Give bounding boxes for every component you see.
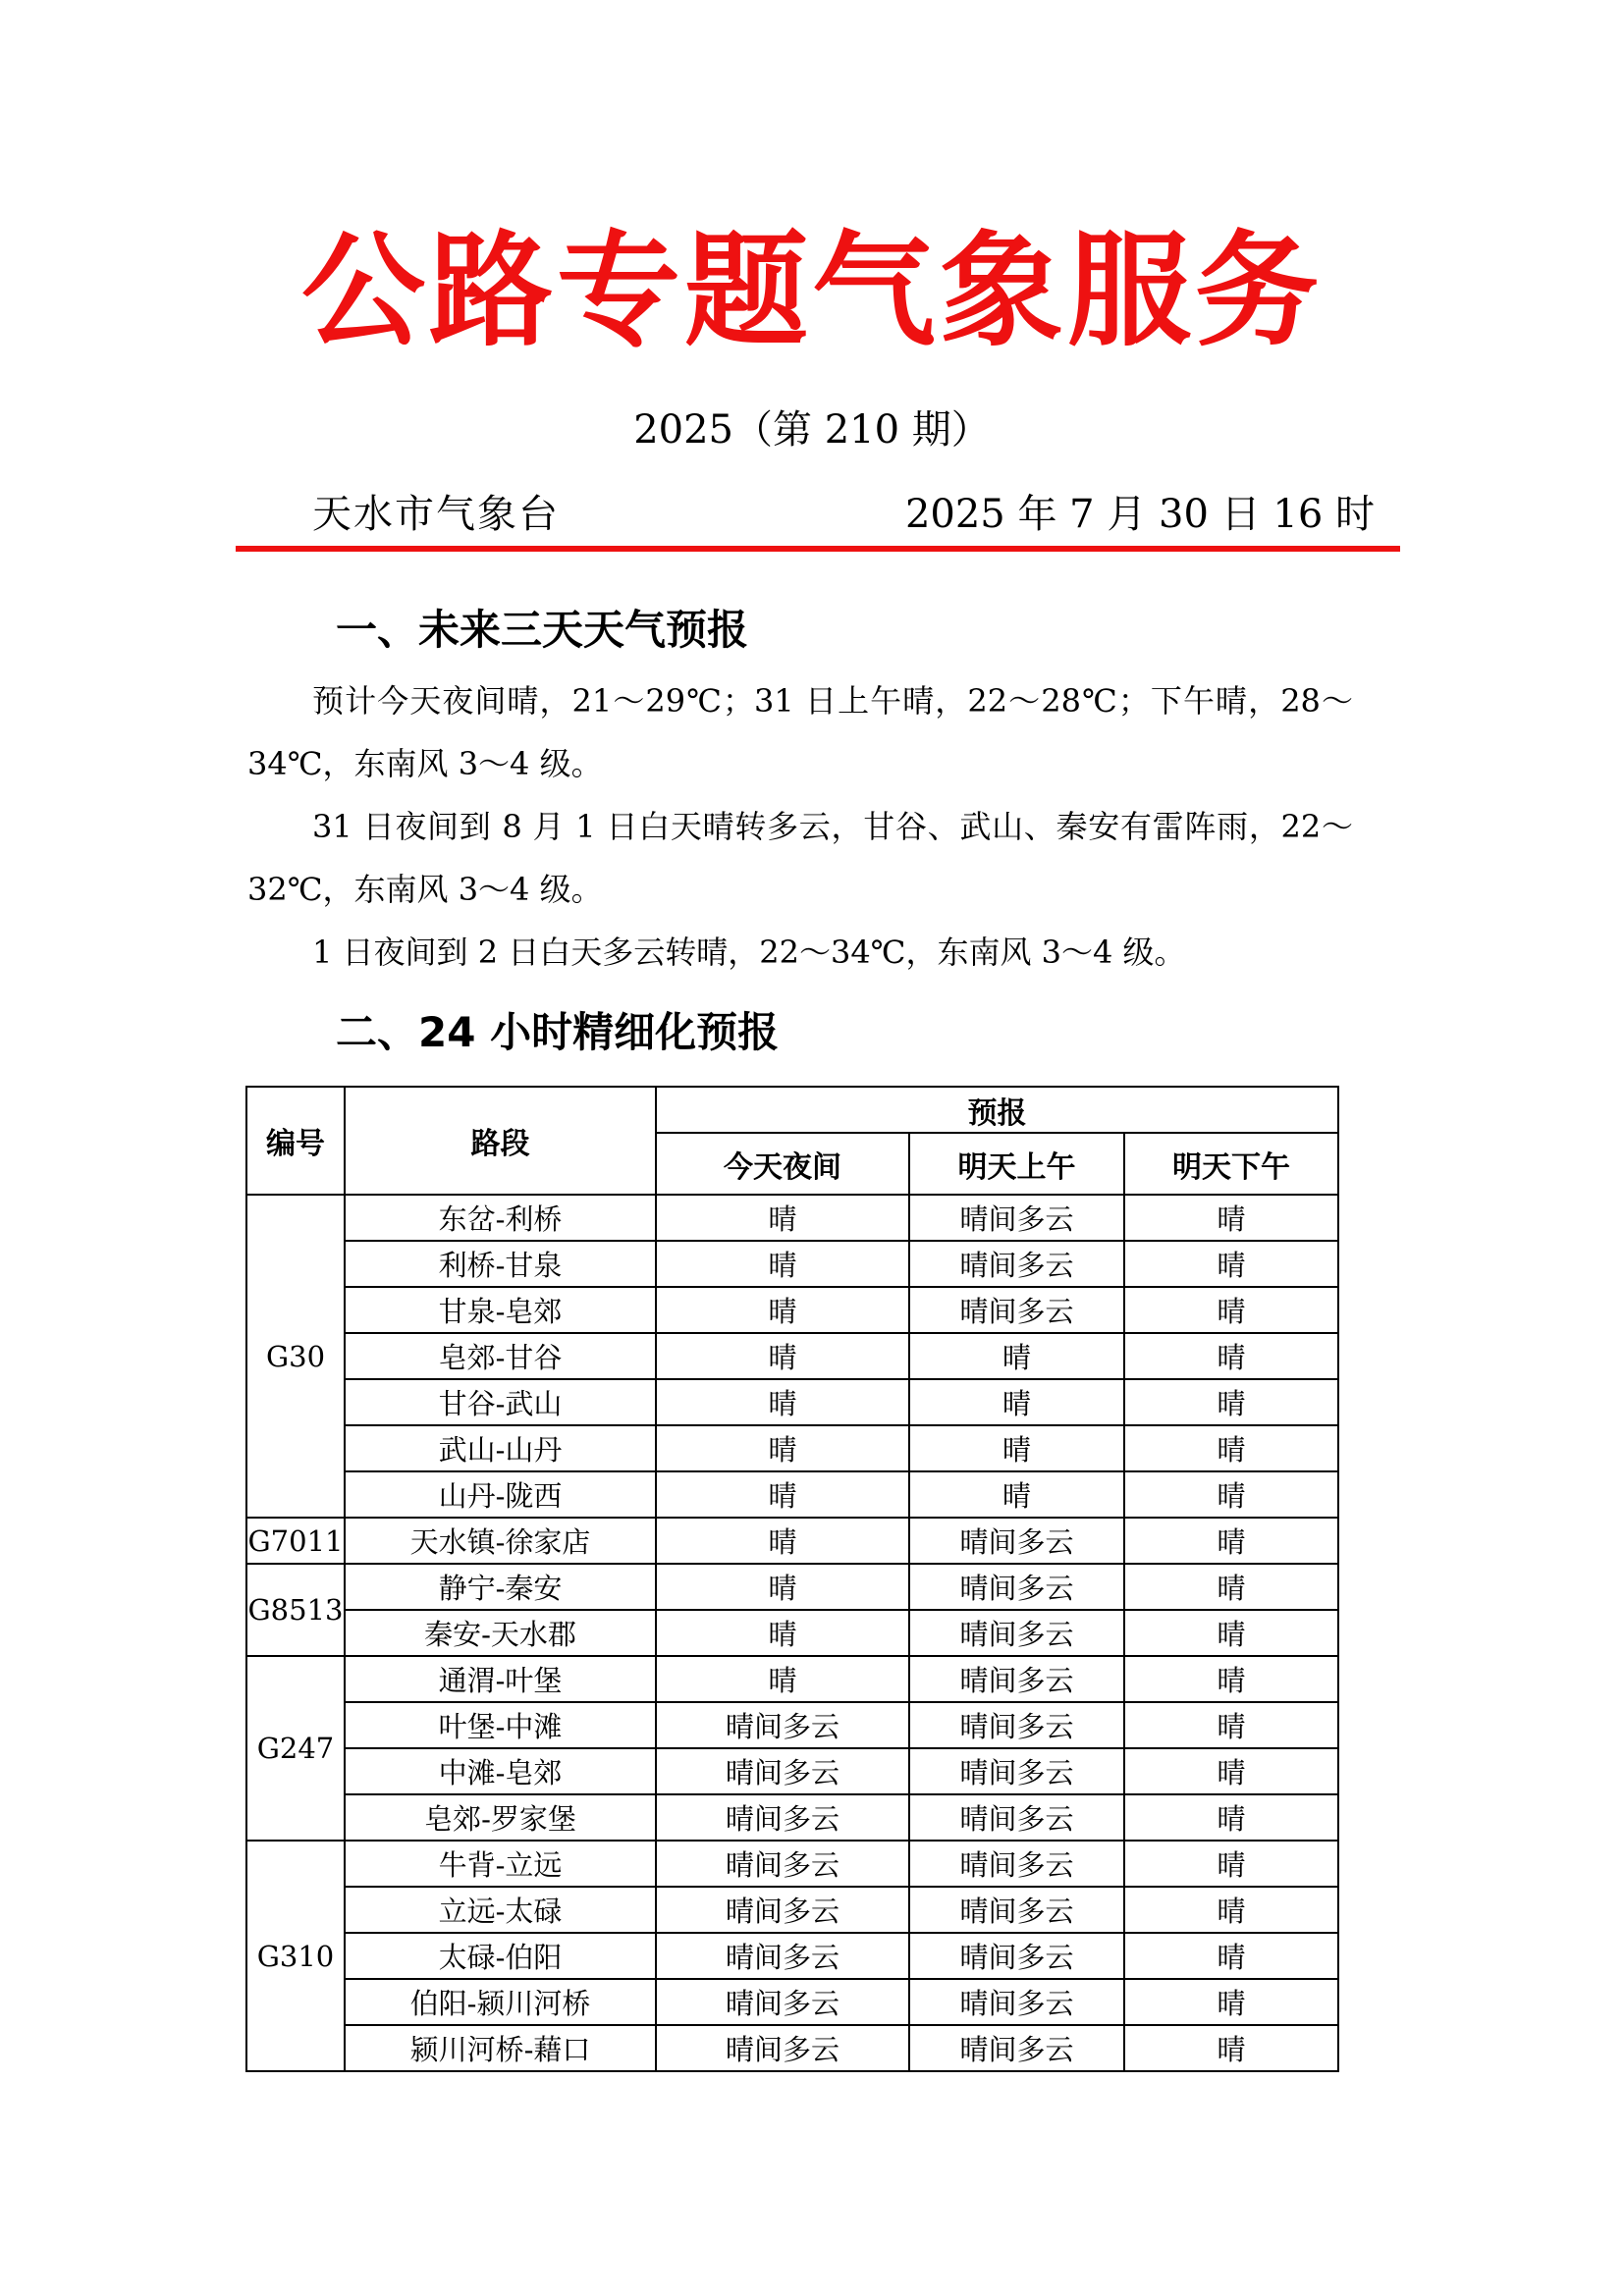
segment-cell: 天水镇-徐家店 [345,1518,656,1564]
tomorrow-am-cell: 晴 [909,1425,1124,1471]
forecast-paragraph: 1 日夜间到 2 日白天多云转晴，22～34℃，东南风 3～4 级。 [312,934,1186,971]
tomorrow-am-cell: 晴间多云 [909,1748,1124,1794]
table-row [246,2025,1338,2071]
tomorrow-pm-cell: 晴 [1124,1979,1338,2025]
forecast-paragraph: 31 日夜间到 8 月 1 日白天晴转多云，甘谷、武山、秦安有雷阵雨，22～32℃，东南风 3～4 级。 [247,808,1353,908]
segment-cell: 山丹-陇西 [345,1471,656,1518]
segment-cell: 甘泉-皂郊 [345,1287,656,1333]
tomorrow-pm-cell: 晴 [1124,1656,1338,1702]
tonight-cell: 晴 [656,1195,909,1241]
segment-cell: 立远-太碌 [345,1887,656,1933]
tomorrow-pm-cell: 晴 [1124,1610,1338,1656]
tomorrow-pm-cell: 晴 [1124,2025,1338,2071]
table-row [246,1794,1338,1841]
tomorrow-am-cell: 晴间多云 [909,1287,1124,1333]
tomorrow-am-cell: 晴间多云 [909,1656,1124,1702]
segment-cell: 皂郊-甘谷 [345,1333,656,1379]
tonight-cell: 晴间多云 [656,2025,909,2071]
tomorrow-am-cell: 晴间多云 [909,1610,1124,1656]
tonight-cell: 晴 [656,1241,909,1287]
segment-cell: 叶堡-中滩 [345,1702,656,1748]
table-row [246,1379,1338,1425]
tomorrow-pm-cell: 晴 [1124,1748,1338,1794]
tomorrow-pm-cell: 晴 [1124,1887,1338,1933]
column-header-code: 编号 [246,1087,345,1195]
tomorrow-pm-cell: 晴 [1124,1333,1338,1379]
table-row [246,1564,1338,1610]
report-title: 公路专题气象服务 [301,219,1323,363]
table-row [246,1471,1338,1518]
segment-cell: 颍川河桥-藉口 [345,2025,656,2071]
tonight-cell: 晴 [656,1333,909,1379]
segment-cell: 牛背-立远 [345,1841,656,1887]
tomorrow-pm-cell: 晴 [1124,1379,1338,1425]
column-header-forecast: 预报 [656,1087,1338,1133]
column-header-tonight: 今天夜间 [656,1133,909,1195]
segment-cell: 伯阳-颍川河桥 [345,1979,656,2025]
tonight-cell: 晴间多云 [656,1794,909,1841]
table-row [246,1702,1338,1748]
tonight-cell: 晴 [656,1425,909,1471]
tomorrow-am-cell: 晴间多云 [909,1794,1124,1841]
table-row [246,1287,1338,1333]
forecast-paragraph: 预计今天夜间晴，21～29℃；31 日上午晴，22～28℃；下午晴，28～34℃，东南风 3～4 级。 [247,682,1353,782]
segment-cell: 通渭-叶堡 [345,1656,656,1702]
tonight-cell: 晴间多云 [656,1702,909,1748]
tonight-cell: 晴间多云 [656,1979,909,2025]
table-row [246,1748,1338,1794]
segment-cell: 东岔-利桥 [345,1195,656,1241]
tonight-cell: 晴间多云 [656,1748,909,1794]
tomorrow-pm-cell: 晴 [1124,1195,1338,1241]
table-row [246,1610,1338,1656]
tonight-cell: 晴间多云 [656,1933,909,1979]
segment-cell: 皂郊-罗家堡 [345,1794,656,1841]
tomorrow-am-cell: 晴 [909,1333,1124,1379]
tomorrow-am-cell: 晴间多云 [909,1841,1124,1887]
tomorrow-pm-cell: 晴 [1124,1425,1338,1471]
tomorrow-pm-cell: 晴 [1124,1241,1338,1287]
table-row [246,1979,1338,2025]
segment-cell: 甘谷-武山 [345,1379,656,1425]
tomorrow-pm-cell: 晴 [1124,1287,1338,1333]
tomorrow-am-cell: 晴间多云 [909,1887,1124,1933]
table-row [246,1656,1338,1702]
segment-cell: 太碌-伯阳 [345,1933,656,1979]
tomorrow-pm-cell: 晴 [1124,1564,1338,1610]
segment-cell: 中滩-皂郊 [345,1748,656,1794]
table-row [246,1333,1338,1379]
tonight-cell: 晴 [656,1518,909,1564]
tonight-cell: 晴 [656,1656,909,1702]
tomorrow-pm-cell: 晴 [1124,1841,1338,1887]
tomorrow-pm-cell: 晴 [1124,1702,1338,1748]
tomorrow-am-cell: 晴间多云 [909,1195,1124,1241]
column-header-tomorrow-pm: 明天下午 [1124,1133,1338,1195]
section-heading-forecast: 一、未来三天天气预报 [336,606,749,654]
tomorrow-am-cell: 晴 [909,1471,1124,1518]
tonight-cell: 晴 [656,1564,909,1610]
table-row [246,1195,1338,1241]
issue-number: 2025（第 210 期） [633,407,991,453]
tomorrow-am-cell: 晴间多云 [909,1564,1124,1610]
table-body [246,1195,1338,2071]
tomorrow-am-cell: 晴间多云 [909,1241,1124,1287]
tomorrow-pm-cell: 晴 [1124,1471,1338,1518]
tomorrow-am-cell: 晴间多云 [909,1702,1124,1748]
segment-cell: 武山-山丹 [345,1425,656,1471]
section-heading-detailed: 二、24 小时精细化预报 [336,1008,780,1056]
tonight-cell: 晴 [656,1610,909,1656]
road-code-cell: G310 [246,1841,345,2071]
forecast-table [245,1086,1339,2072]
segment-cell: 秦安-天水郡 [345,1610,656,1656]
tonight-cell: 晴间多云 [656,1841,909,1887]
tomorrow-pm-cell: 晴 [1124,1518,1338,1564]
tonight-cell: 晴 [656,1471,909,1518]
tomorrow-am-cell: 晴间多云 [909,1933,1124,1979]
issue-datetime: 2025 年 7 月 30 日 16 时 [904,492,1375,537]
tonight-cell: 晴 [656,1287,909,1333]
issuing-organization: 天水市气象台 [312,492,560,537]
tomorrow-am-cell: 晴间多云 [909,2025,1124,2071]
road-code-cell: G30 [246,1195,345,1518]
column-header-tomorrow-am: 明天上午 [909,1133,1124,1195]
header-divider [236,546,1400,552]
table-row [246,1425,1338,1471]
table-row [246,1933,1338,1979]
segment-cell: 利桥-甘泉 [345,1241,656,1287]
table-row [246,1518,1338,1564]
table-row [246,1241,1338,1287]
table-row [246,1887,1338,1933]
column-header-segment: 路段 [345,1087,656,1195]
tomorrow-am-cell: 晴 [909,1379,1124,1425]
tomorrow-pm-cell: 晴 [1124,1794,1338,1841]
tonight-cell: 晴 [656,1379,909,1425]
tomorrow-am-cell: 晴间多云 [909,1518,1124,1564]
tonight-cell: 晴间多云 [656,1887,909,1933]
tomorrow-pm-cell: 晴 [1124,1933,1338,1979]
road-code-cell: G7011 [246,1518,345,1564]
table-row [246,1841,1338,1887]
road-code-cell: G8513 [246,1564,345,1656]
tomorrow-am-cell: 晴间多云 [909,1979,1124,2025]
road-code-cell: G247 [246,1656,345,1841]
segment-cell: 静宁-秦安 [345,1564,656,1610]
